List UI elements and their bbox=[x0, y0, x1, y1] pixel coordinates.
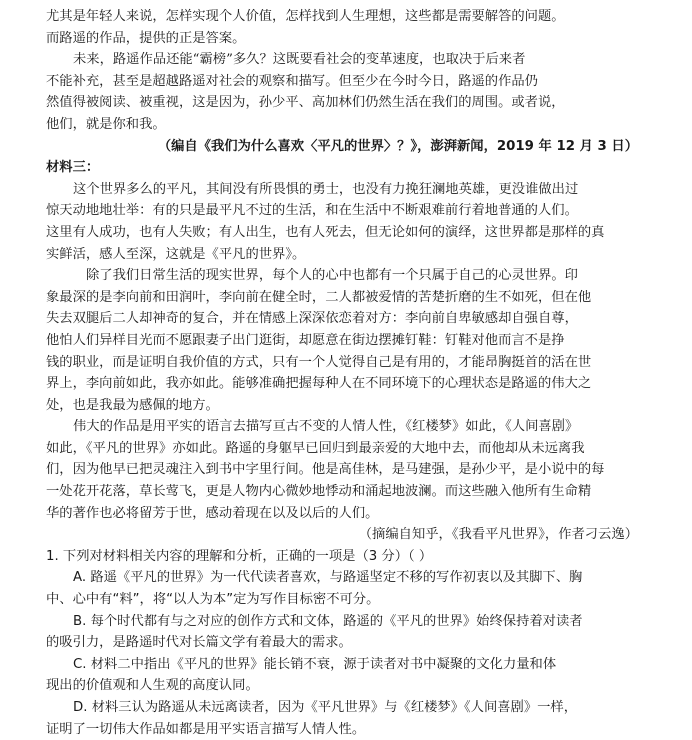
passage-line: 处，也是我最为感佩的地方。 bbox=[46, 397, 219, 413]
option-d: D. 材料三认为路遥从未远离读者，因为《平凡世界》与《红楼梦》《人间喜剧》一样， bbox=[73, 700, 578, 715]
passage-line: 他怕人们异样目光而不愿跟妻子出门逛街，却愿意在街边摆摊钉鞋：钉鞋对他而言不是挣 bbox=[46, 332, 565, 348]
passage-line: 不能补充，甚至是超越路遥对社会的观察和描写。但至少在今时今日，路遥的作品仍 bbox=[46, 73, 538, 89]
option-c-cont: 现出的价值观和人生观的高度认同。 bbox=[46, 678, 259, 694]
passage-line: 如此，《平凡的世界》亦如此。路遥的身躯早已回归到最亲爱的大地中去，而他却从未远离我 bbox=[46, 440, 585, 456]
passage-line: 失去双腿后二人却神奇的复合，并在情感上深深依恋着对方：李向前自卑敏感却自强自尊， bbox=[46, 311, 578, 327]
passage-line: 而路遥的作品，提供的正是答案。 bbox=[46, 30, 246, 46]
option-a-cont: 中、心中有“料”，将“以人为本”定为写作目标密不可分。 bbox=[46, 592, 380, 608]
passage-line: 他们，就是你和我。 bbox=[46, 116, 166, 132]
option-a: A. 路遥《平凡的世界》为一代代读者喜欢，与路遥坚定不移的写作初衷以及其脚下、胸 bbox=[73, 570, 583, 586]
passage-line: 钱的职业，而是证明自我价值的方式，只有一个人觉得自己是有用的，才能昂胸挺首的活在世 bbox=[46, 354, 592, 370]
passage-line: 一处花开花落，草长莺飞，更是人物内心微妙地悸动和涌起地波澜。而这些融入他所有生命精 bbox=[46, 484, 592, 500]
passage-line: 实鲜活，感人至深，这就是《平凡的世界》。 bbox=[46, 246, 306, 262]
option-b-cont: 的吸引力，是路遥时代对长篇文学有着最大的需求。 bbox=[46, 635, 352, 651]
passage-line: 象最深的是李向前和田润叶，李向前在健全时，二人都被爱情的苦楚折磨的生不如死，但在他 bbox=[46, 289, 592, 305]
passage-line: 惊天动地地壮举：有的只是最平凡不过的生活，和在生活中不断艰难前行着地普通的人们。 bbox=[46, 203, 578, 219]
source-citation: （摘编自知乎，《我看平凡世界》，作者刁云逸） bbox=[358, 527, 638, 543]
passage-line: 这里有人成功，也有人失败；有人出生，也有人死去，但无论如何的演绎，这世界都是那样的真 bbox=[46, 224, 605, 240]
passage-line: 除了我们日常生活的现实世界，每个人的心中也都有一个只属于自己的心灵世界。印 bbox=[86, 268, 578, 284]
option-b: B. 每个时代都有与之对应的创作方式和文体，路遥的《平凡的世界》始终保持着对读者 bbox=[73, 613, 583, 629]
passage-line: 界上，李向前如此，我亦如此。能够准确把握每种人在不同环境下的心理状态是路遥的伟大之 bbox=[46, 376, 592, 392]
source-citation: （编自《我们为什么喜欢〈平凡的世界〉？》，澎湃新闻，2019 年 12 月 3 日） bbox=[157, 138, 638, 154]
passage-line: 然值得被阅读、被重视，这是因为，孙少平、高加林们仍然生活在我们的周围。或者说， bbox=[46, 95, 565, 111]
passage-line: 未来，路遥作品还能“霸榜”多久？这既要看社会的变革速度，也取决于后来者 bbox=[73, 52, 526, 68]
passage-line: 们，因为他早已把灵魂注入到书中字里行间。他是高佳林，是马建强，是孙少平，是小说中的每 bbox=[46, 462, 605, 478]
passage-line: 华的著作也必将留芳于世，感动着现在以及以后的人们。 bbox=[46, 505, 379, 521]
passage-line: 这个世界多么的平凡，其间没有所畏惧的勇士，也没有力挽狂澜地英雄，更没谁做出过 bbox=[73, 181, 579, 197]
option-d-cont: 证明了一切伟大作品如都是用平实语言描写人情人性。 bbox=[46, 721, 366, 737]
passage-line: 伟大的作品是用平实的语言去描写亘古不变的人情人性，《红楼梦》如此，《人间喜剧》 bbox=[73, 419, 579, 435]
question-stem: 1. 下列对材料相关内容的理解和分析，正确的一项是（3 分）（ ） bbox=[46, 548, 433, 564]
material-heading: 材料三： bbox=[46, 160, 100, 176]
option-c: C. 材料二中指出《平凡的世界》能长销不衰，源于读者对书中凝聚的文化力量和体 bbox=[73, 656, 557, 672]
passage-line: 尤其是年轻人来说，怎样实现个人价值，怎样找到人生理想，这些都是需要解答的问题。 bbox=[46, 9, 565, 24]
